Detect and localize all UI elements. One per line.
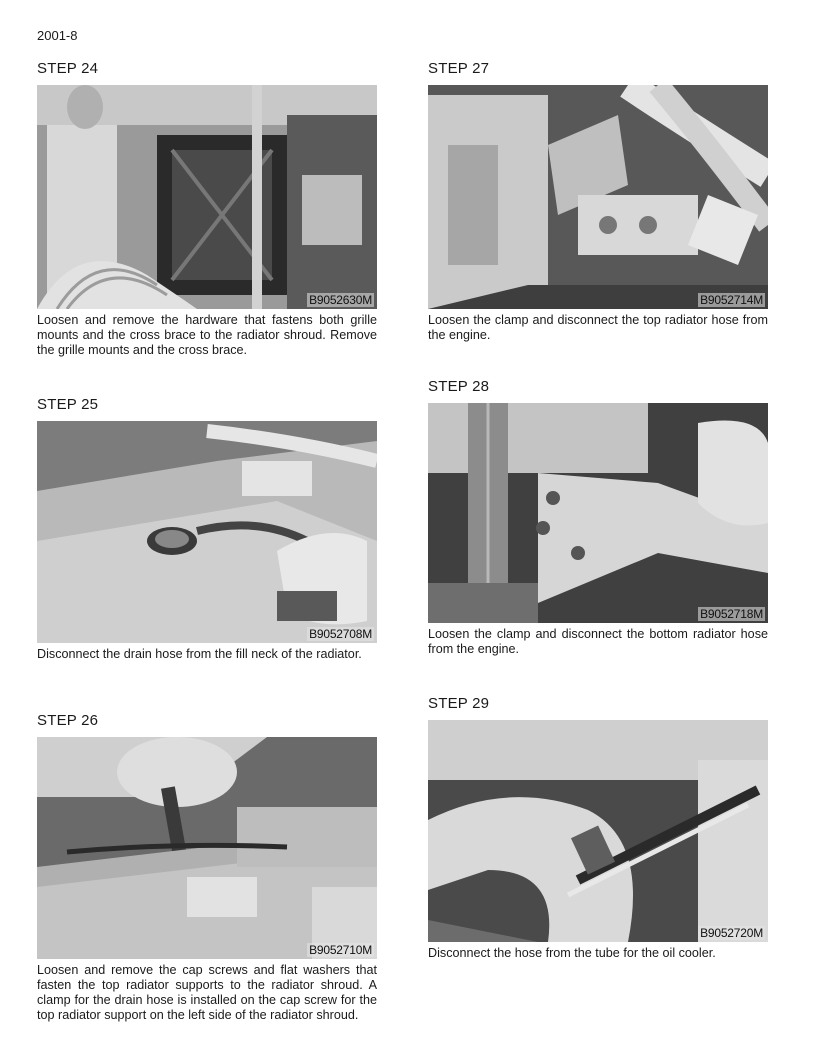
step-title: STEP 24 [37,60,99,77]
photo-code: B9052714M [700,293,763,307]
step-caption: Loosen the clamp and disconnect the bottom radiator hose from the engine. [428,627,768,656]
step-photo [37,737,377,959]
photo-top-radiator-hose [428,85,768,309]
step-caption: Disconnect the drain hose from the fill neck of the radiator. [37,647,362,661]
photo-mechanic-radiator [37,85,377,309]
photo-oil-cooler-hose [428,720,768,942]
step-caption: Loosen and remove the cap screws and flat washers that fasten the top radiator supports to the radiator shroud. A clamp for the drain hose is installed on the cap screw for the top radiator support on the left side of the radiator shroud. [37,963,377,1022]
photo-radiator-supports [37,737,377,959]
step-caption: Disconnect the hose from the tube for the oil cooler. [428,946,716,960]
photo-code: B9052708M [309,627,372,641]
photo-code: B9052720M [700,926,763,940]
photo-bottom-radiator-hose [428,403,768,623]
step-title: STEP 28 [428,378,490,395]
step-title: STEP 27 [428,60,490,77]
step-photo [37,85,377,309]
step-photo [37,421,377,643]
step-26 [37,712,377,1023]
step-25 [37,396,377,662]
step-title: STEP 26 [37,712,99,729]
page-number: 2001-8 [37,28,78,43]
step-caption: Loosen and remove the hardware that fastens both grille mounts and the cross brace to the radiator shroud. Remove the grille mounts and the cross brace. [37,313,377,357]
photo-fill-neck-hose [37,421,377,643]
step-title: STEP 25 [37,396,99,413]
step-title: STEP 29 [428,695,490,712]
step-photo [428,403,768,623]
photo-code: B9052710M [309,943,372,957]
step-photo [428,720,768,942]
step-27 [428,60,768,343]
step-photo [428,85,768,309]
photo-code: B9052718M [700,607,763,621]
step-29 [428,695,768,961]
photo-code: B9052630M [309,293,372,307]
step-24 [37,60,377,358]
step-28 [428,378,768,657]
step-caption: Loosen the clamp and disconnect the top radiator hose from the engine. [428,313,768,342]
